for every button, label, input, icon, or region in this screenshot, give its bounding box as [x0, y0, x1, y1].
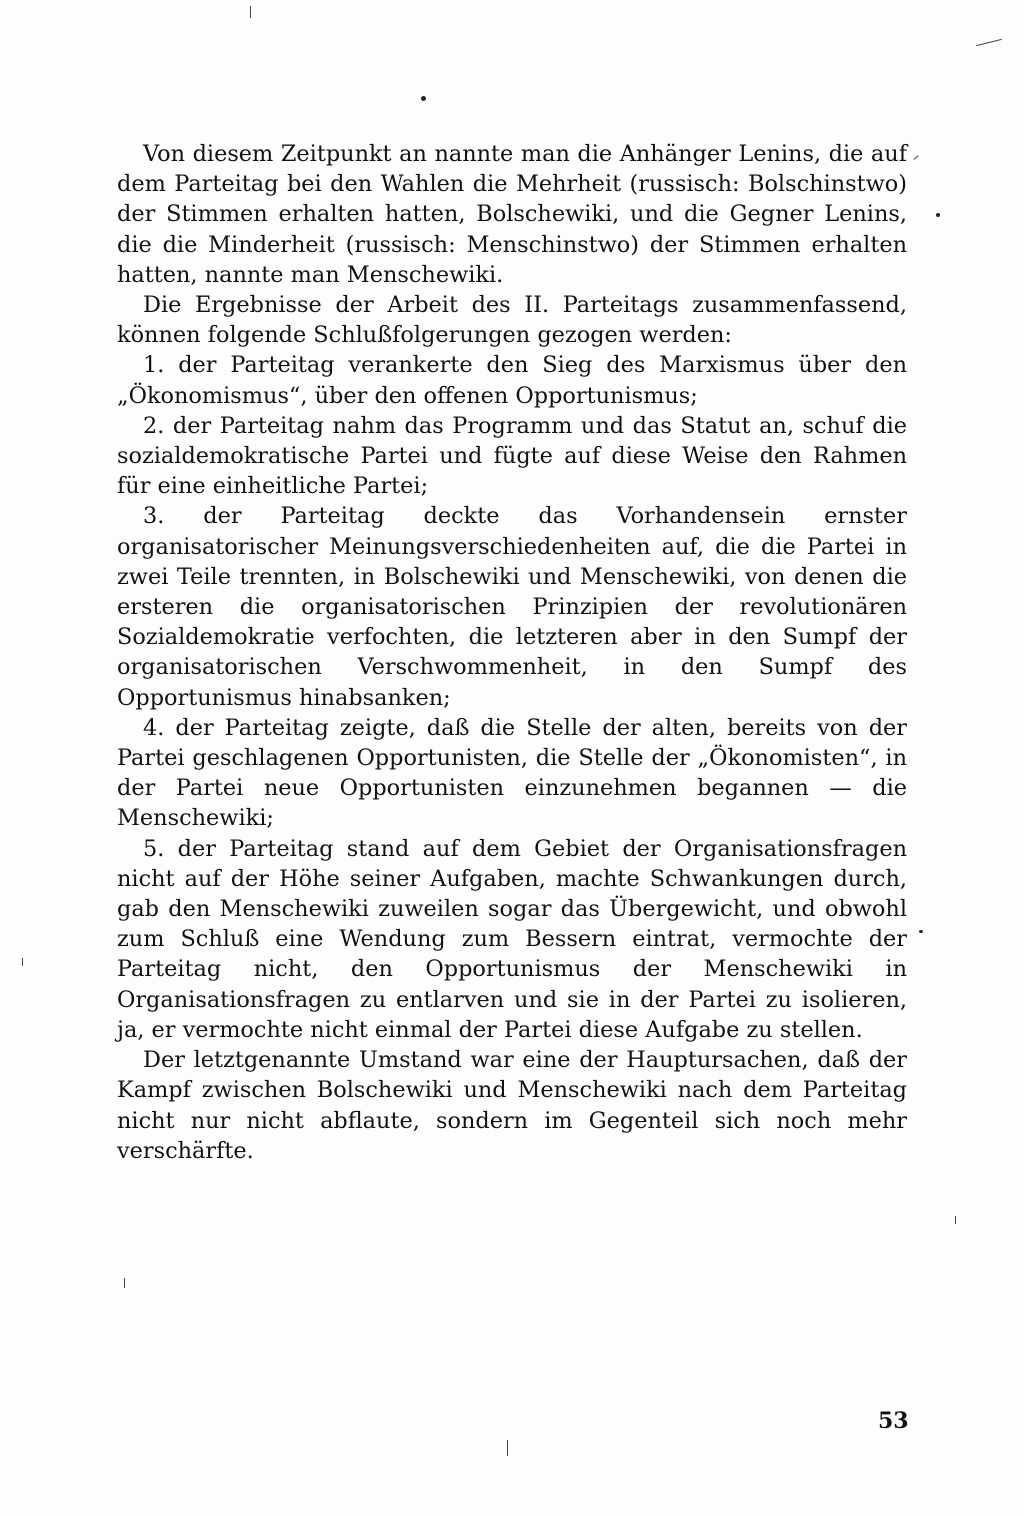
- conclusion-item-2: 2. der Parteitag nahm das Programm und das Statut an, schuf die sozialdemokratische Partei und fügte auf diese Weise den Rahmen für eine einheitliche Partei;: [117, 412, 907, 500]
- paragraph-naming-bolsheviks: Von diesem Zeitpunkt an nannte man die Anhänger Lenins, die auf dem Parteitag bei den Wahlen die Mehrheit (russisch: Bolschinstwo) der Stimmen erhalten hatten, Bolschewiki, und die Gegner Lenins, die die Minderheit (russisch: Menschinstwo) der Stimmen erhalten hatten, nannte man Menschewiki.: [117, 141, 907, 288]
- scan-mark: [913, 155, 918, 160]
- scan-mark: [955, 1216, 956, 1224]
- scan-mark: [22, 958, 23, 966]
- conclusion-item-5: 5. der Parteitag stand auf dem Gebiet der Organisationsfragen nicht auf der Höhe seiner Aufgaben, machte Schwankungen durch, gab den Menschewiki zuweilen sogar das Übergewicht, und obwohl zum Schluß eine Wendung zum Bessern eintrat, vermochte der Parteitag nicht, den Opportunismus der Menschewiki in Organisationsfragen zu entlarven und sie in der Partei zu isolieren, ja, er vermochte nicht einmal der Partei diese Aufgabe zu stellen.: [117, 835, 907, 1043]
- page-number: 53: [878, 1408, 909, 1434]
- scan-mark: [976, 39, 1001, 46]
- ink-speck: [919, 930, 923, 933]
- conclusion-item-4: 4. der Parteitag zeigte, daß die Stelle der alten, bereits von der Partei geschlagenen Opportunisten, die Stelle der „Ökonomisten“, in der Partei neue Opportunisten einzunehmen begannen — die Menschewiki;: [117, 714, 907, 832]
- paragraph-results-intro: Die Ergebnisse der Arbeit des II. Parteitags zusammenfassend, können folgende Schlußfolgerungen gezogen werden:: [117, 292, 907, 349]
- scan-mark: [507, 1440, 508, 1456]
- paragraph-final: Der letztgenannte Umstand war eine der Hauptursachen, daß der Kampf zwischen Bolschewiki und Menschewiki nach dem Parteitag nicht nur nicht abflaute, sondern im Gegenteil sich noch mehr verschärfte.: [117, 1047, 907, 1164]
- body-text: [117, 139, 907, 1166]
- scan-mark: [250, 6, 251, 18]
- scan-mark: [124, 1278, 125, 1288]
- conclusion-item-1: 1. der Parteitag verankerte den Sieg des Marxismus über den „Ökonomismus“, über den offenen Opportunismus;: [117, 352, 907, 409]
- ink-speck: [421, 96, 426, 101]
- conclusion-item-3: 3. der Parteitag deckte das Vorhandensein ernster organisatorischer Meinungsverschiedenheiten auf, die die Partei in zwei Teile trennten, in Bolschewiki und Menschewiki, von denen die ersteren die organisatorischen Prinzipien der revolutionären Sozialdemokratie verfochten, die letzteren aber in den Sumpf der organisatorischen Verschwommenheit, in den Sumpf des Opportunismus hinabsanken;: [117, 503, 907, 711]
- ink-speck: [936, 213, 940, 217]
